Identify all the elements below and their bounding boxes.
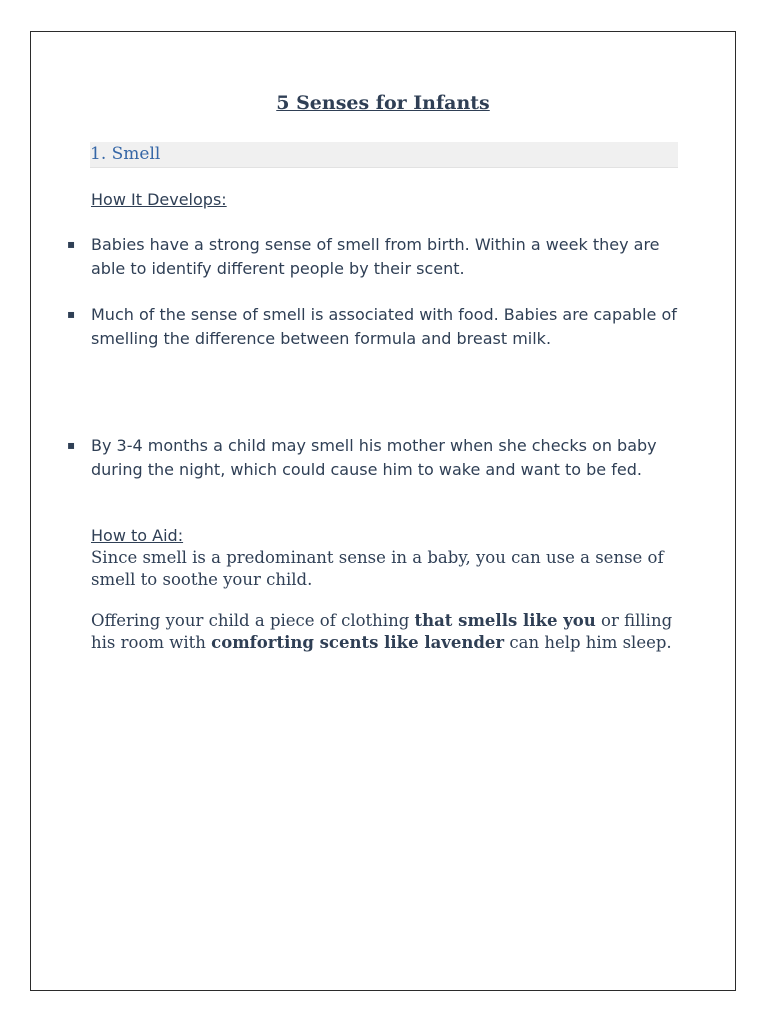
aid-text: or filling his room with xyxy=(91,611,673,652)
emphasis-smells-like-you: that smells like you xyxy=(414,611,596,630)
how-it-develops-heading: How It Develops: xyxy=(91,190,227,209)
aid-text: Offering your child a piece of clothing xyxy=(91,611,415,630)
aid-paragraph: Since smell is a predominant sense in a baby, you can use a sense of smell to soothe your child. xyxy=(91,548,664,589)
aid-paragraph-clothing xyxy=(91,610,691,653)
document-title: 5 Senses for Infants xyxy=(276,92,490,114)
bullet-text: Babies have a strong sense of smell from birth. Within a week they are able to identify different people by their scent. xyxy=(91,235,660,278)
bullet-text: Much of the sense of smell is associated with food. Babies are capable of smelling the difference between formula and breast milk. xyxy=(91,305,677,348)
section-heading-smell: 1. Smell xyxy=(90,142,678,168)
bullet-item xyxy=(67,233,681,280)
bullet-square-icon: ▪ xyxy=(67,438,76,452)
how-to-aid-heading: How to Aid: xyxy=(91,526,184,545)
document-page xyxy=(30,31,736,991)
bullet-item xyxy=(67,434,681,481)
bullet-item xyxy=(67,303,681,350)
aid-text: can help him sleep. xyxy=(504,632,672,652)
bullet-square-icon: ▪ xyxy=(67,237,76,251)
emphasis-comforting-scents: comforting scents like lavender xyxy=(211,632,505,652)
bullet-square-icon: ▪ xyxy=(67,307,76,321)
bullet-text: By 3-4 months a child may smell his mother when she checks on baby during the night, which could cause him to wake and want to be fed. xyxy=(91,436,657,479)
